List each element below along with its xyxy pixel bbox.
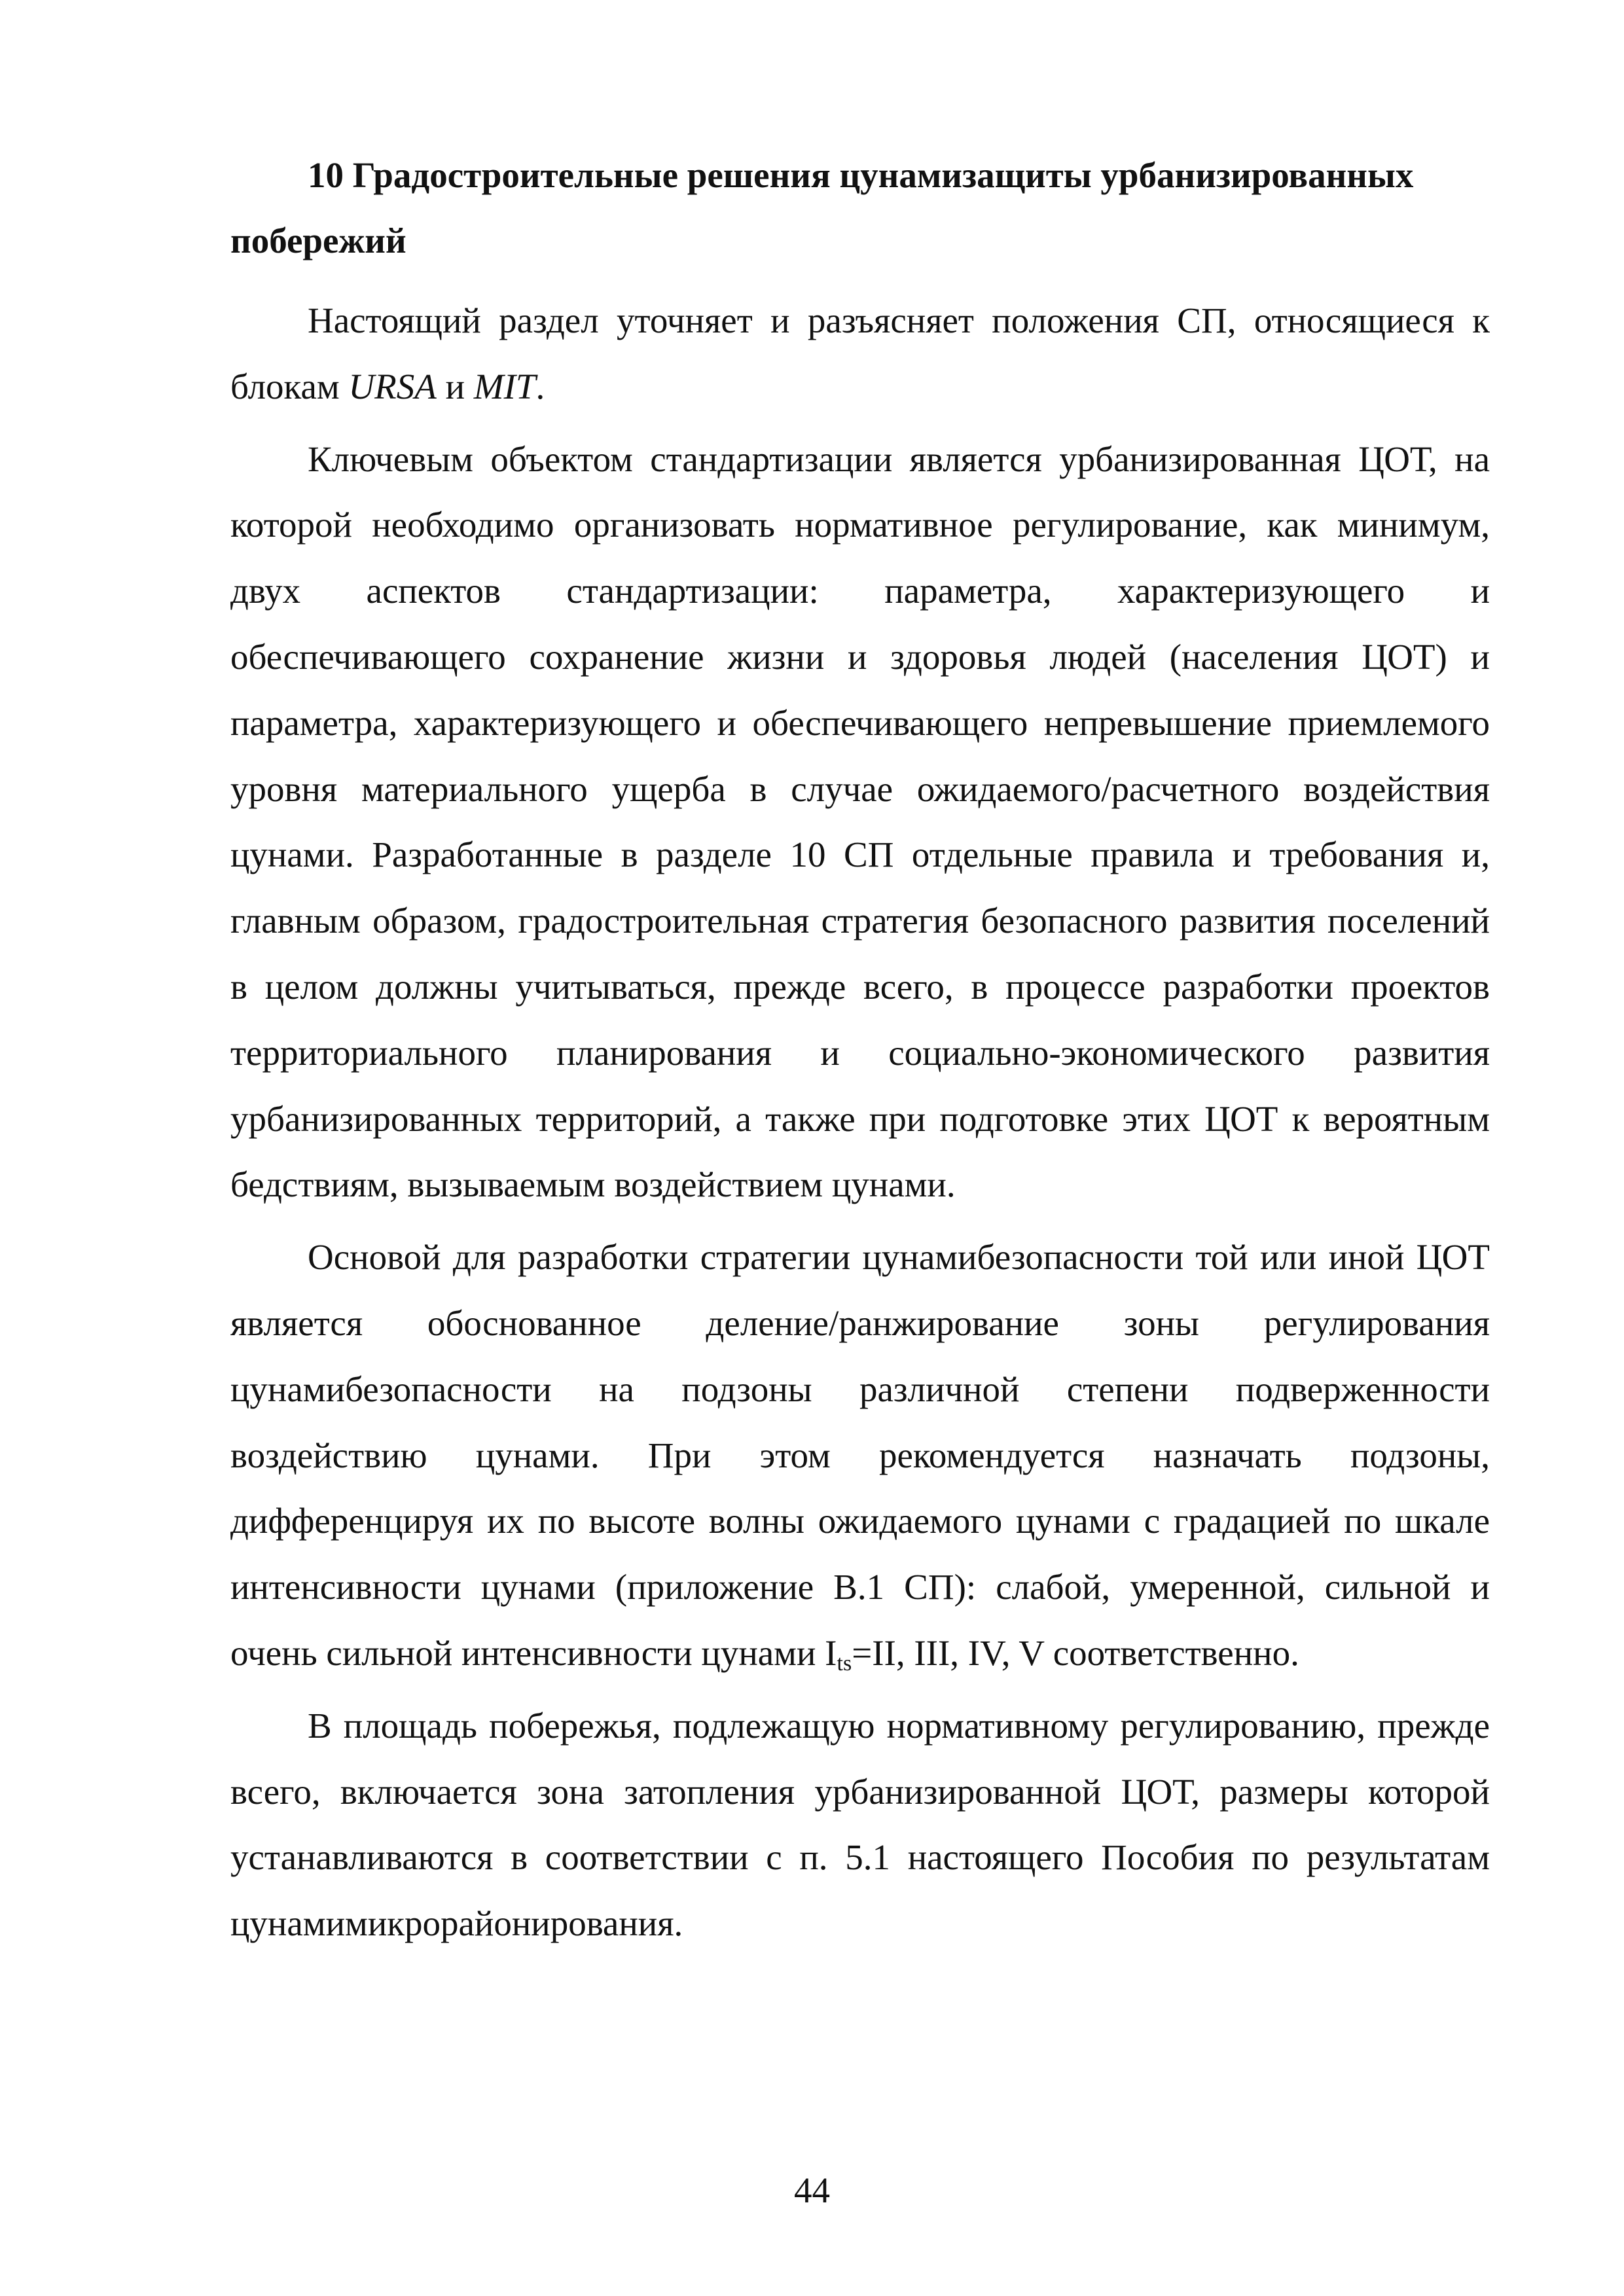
section-heading: 10 Градостроительные решения цунамизащиты урбанизированных побережий	[230, 155, 1414, 260]
paragraph-1	[230, 288, 1490, 420]
paragraph-1-text-end: .	[535, 366, 545, 406]
paragraph-1-conjunction: и	[436, 366, 474, 406]
paragraph-3-text-start: Основой для разработки стратегии цунамибезопасности той или иной ЦОТ является обоснованное деление/ранжирование зоны регулирования цунамибезопасности на подзоны различной степени подверженности воздействию цунами. При этом рекомендуется назначать подзоны, дифференцируя их по высоте волны ожидаемого цунами с градацией по шкале интенсивности цунами (приложение В.1 СП): слабой, умеренной, сильной и очень сильной интенсивности цунами I	[230, 1237, 1490, 1673]
page-content	[230, 143, 1490, 1964]
paragraph-3	[230, 1225, 1490, 1687]
paragraph-3-text-end: =II, III, IV, V соответственно.	[852, 1632, 1299, 1673]
term-ursa: URSA	[348, 366, 437, 406]
paragraph-4: В площадь побережья, подлежащую нормативному регулированию, прежде всего, включается зона затопления урбанизированной ЦОТ, размеры которой устанавливаются в соответствии с п. 5.1 настоящего Пособия по результатам цунамимикрорайонирования.	[230, 1705, 1490, 1944]
paragraph-1-text-start: Настоящий раздел уточняет и разъясняет положения СП, относящиеся к блокам	[230, 300, 1490, 406]
page-number: 44	[794, 2170, 830, 2210]
intensity-subscript: ts	[837, 1651, 852, 1676]
paragraph-2: Ключевым объектом стандартизации является урбанизированная ЦОТ, на которой необходимо организовать нормативное регулирование, как минимум, двух аспектов стандартизации: параметра, характеризующего и обеспечивающего сохранение жизни и здоровья людей (населения ЦОТ) и параметра, характеризующего и обеспечивающего непревышение приемлемого уровня материального ущерба в случае ожидаемого/расчетного воздействия цунами. Разработанные в разделе 10 СП отдельные правила и требования и, главным образом, градостроительная стратегия безопасного развития поселений в целом должны учитываться, прежде всего, в процессе разработки проектов территориального планирования и социально-экономического развития урбанизированных территорий, а также при подготовке этих ЦОТ к вероятным бедствиям, вызываемым воздействием цунами.	[230, 439, 1490, 1205]
term-mit: MIT	[473, 366, 536, 406]
